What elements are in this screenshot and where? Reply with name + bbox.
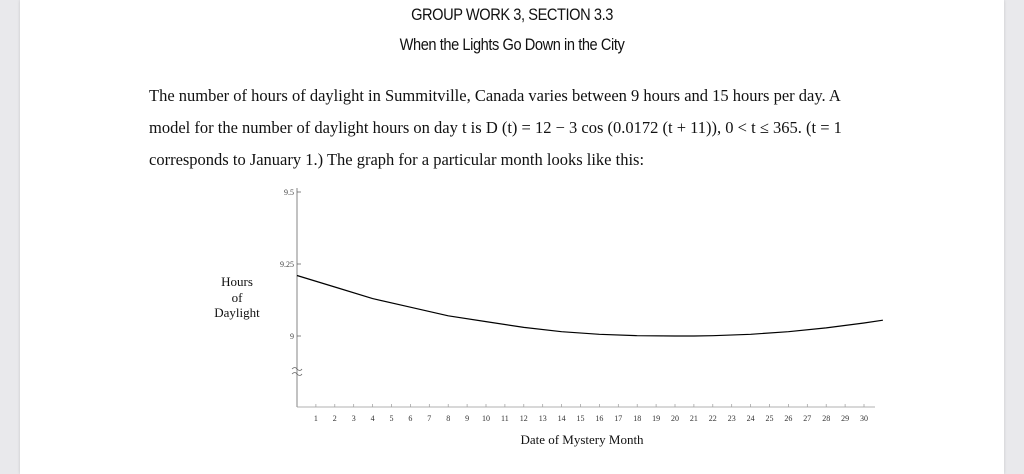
x-tick-label: 30 [860, 414, 868, 423]
section-subtitle: When the Lights Go Down in the City [399, 35, 625, 54]
x-tick-label: 2 [332, 414, 337, 423]
section-title: GROUP WORK 3, SECTION 3.3 [411, 5, 613, 24]
x-tick-label: 6 [408, 414, 413, 423]
x-tick-label: 9 [465, 414, 470, 423]
x-tick-label: 3 [351, 414, 356, 423]
paragraph-line-3: corresponds to January 1.) The graph for a particular month looks like this: [149, 150, 645, 169]
x-tick-label: 7 [427, 414, 432, 423]
y-axis-label-line-1: Hours [221, 274, 253, 289]
paragraph-line-1: The number of hours of daylight in Summitville, Canada varies between 9 hours and 15 hours per day. A [149, 86, 841, 105]
x-tick-label: 25 [765, 414, 774, 423]
y-tick-label: 9 [290, 332, 294, 341]
chart-canvas [200, 178, 920, 458]
problem-paragraph [149, 80, 919, 176]
document-page [20, 0, 1004, 474]
x-tick-label: 21 [689, 414, 698, 423]
x-tick-label: 12 [519, 414, 528, 423]
x-tick-label: 20 [671, 414, 679, 423]
x-tick-label: 16 [595, 414, 604, 423]
x-tick-label: 14 [557, 414, 566, 423]
x-tick-label: 22 [708, 414, 717, 423]
y-tick-label: 9.5 [284, 188, 294, 197]
x-tick-label: 10 [482, 414, 490, 423]
x-tick-label: 24 [746, 414, 755, 423]
x-tick-label: 26 [784, 414, 793, 423]
x-tick-label: 17 [614, 414, 623, 423]
x-tick-label: 5 [389, 414, 394, 423]
daylight-curve [297, 276, 883, 337]
x-axis-label: Date of Mystery Month [520, 432, 644, 447]
x-tick-label: 4 [370, 414, 375, 423]
x-tick-label: 18 [633, 414, 642, 423]
y-axis-label-line-3: Daylight [214, 305, 260, 320]
x-tick-label: 28 [822, 414, 831, 423]
x-tick-label: 13 [538, 414, 547, 423]
x-tick-label: 29 [841, 414, 850, 423]
x-tick-label: 23 [727, 414, 736, 423]
y-tick-label: 9.25 [280, 260, 294, 269]
x-tick-label: 11 [501, 414, 509, 423]
x-tick-label: 8 [446, 414, 451, 423]
daylight-chart [200, 178, 920, 463]
x-tick-label: 27 [803, 414, 812, 423]
x-tick-label: 19 [652, 414, 661, 423]
paragraph-line-2: model for the number of daylight hours on day t is D (t) = 12 − 3 cos (0.0172 (t + 11)), 0 < t ≤ 365. (t = 1 [149, 118, 842, 137]
y-axis-label-line-2: of [231, 290, 243, 305]
x-tick-label: 1 [313, 414, 318, 423]
x-tick-label: 15 [576, 414, 585, 423]
